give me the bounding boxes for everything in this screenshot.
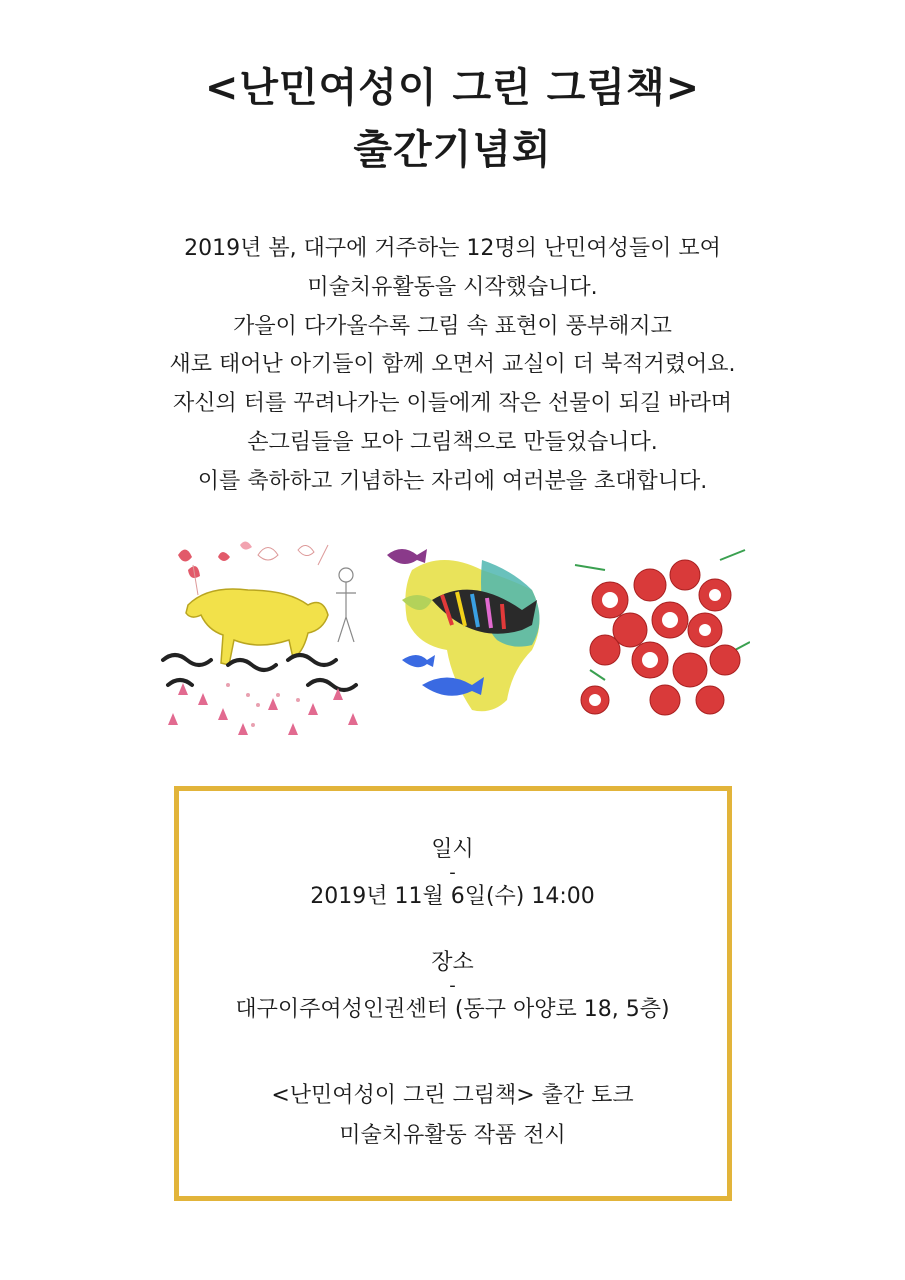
artwork-animal-drawing (158, 535, 366, 745)
place-value: 대구이주여성인권센터 (동구 아양로 18, 5층) (235, 997, 670, 1022)
intro-line: 새로 태어난 아기들이 함께 오면서 교실이 더 북적거렸어요. (169, 352, 736, 378)
program-exhibition: 미술치유활동 작품 전시 (339, 1123, 566, 1148)
place-label: 장소 (431, 950, 474, 975)
intro-line: 미술치유활동을 시작했습니다. (307, 274, 598, 300)
intro-line: 이를 축하하고 기념하는 자리에 여러분을 초대합니다. (197, 468, 708, 494)
intro-line: 자신의 터를 꾸려나가는 이들에게 작은 선물이 되길 바라며 (172, 391, 732, 417)
artwork-apples-drawing (570, 540, 750, 725)
page-title: <난민여성이 그린 그림책> (204, 65, 701, 111)
date-dash: - (449, 862, 456, 883)
page-subtitle: 출간기념회 (353, 127, 552, 173)
intro-text (0, 230, 905, 502)
intro-line: 2019년 봄, 대구에 거주하는 12명의 난민여성들이 모여 (184, 236, 721, 261)
date-value: 2019년 11월 6일(수) 14:00 (310, 884, 595, 909)
intro-line: 가을이 다가올수록 그림 속 표현이 풍부해지고 (233, 313, 672, 339)
place-dash: - (449, 975, 456, 996)
intro-line: 손그림들을 모아 그림책으로 만들었습니다. (247, 429, 658, 455)
artwork-fish-map-drawing (382, 540, 552, 720)
program-talk: <난민여성이 그린 그림책> 출간 토크 (271, 1083, 634, 1108)
date-label: 일시 (431, 837, 474, 862)
